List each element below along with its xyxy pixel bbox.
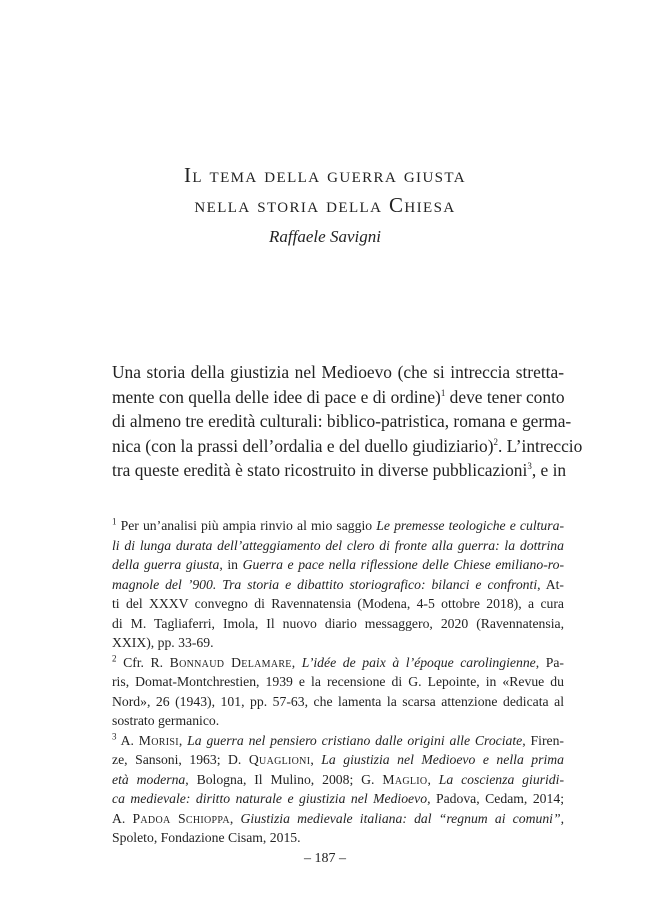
footnote-line: ca medievale: diritto naturale e giustizia nel Medioevo, Padova, Cedam, 2014; <box>112 791 564 806</box>
footnote-line: ris, Domat-Montchrestien, 1939 e la recensione di G. Lepointe, in «Revue du <box>112 674 564 689</box>
article-title-line-1: Il tema della guerra giusta <box>183 163 467 187</box>
body-line: mente con quella delle idee di pace e di ordine)$^1$ deve tener conto <box>112 386 565 407</box>
footnote-line: XXIX), pp. 33-69. <box>112 635 214 650</box>
article-header <box>0 160 650 250</box>
footnotes <box>112 516 564 848</box>
footnote-number: 2 <box>112 652 117 663</box>
footnote-line: ze, Sansoni, 1963; D. Quaglioni, La giustizia nel Medioevo e nella prima <box>112 752 565 767</box>
body-line: nica (con la prassi dell’ordalia e del duello giudiziario)$^2$. L’intreccio <box>112 435 583 456</box>
article-author: Raffaele Savigni <box>269 227 381 246</box>
footnote-line: magnole del ’900. Tra storia e dibattito storiografico: bilanci e confronti, At- <box>112 576 564 592</box>
footnote-line: sostrato germanico. <box>112 713 220 728</box>
footnote-number: 1 <box>112 516 117 527</box>
footnote-3: $^3$ A. Morisi, La guerra nel pensiero cristiano dalle origini alle Crociate, Firen- <box>112 730 564 748</box>
footnote-line: della guerra giusta, in Guerra e pace nella riflessione delle Chiese emiliano-ro- <box>112 557 564 572</box>
body-line: Una storia della giustizia nel Medioevo (che si intreccia stretta- <box>112 362 564 382</box>
body-paragraph <box>112 360 583 483</box>
footnote-line: età moderna, Bologna, Il Mulino, 2008; G. Maglio, La coscienza giuridi- <box>112 771 565 787</box>
footnote-line: di M. Tagliaferri, Imola, Il nuovo diario messaggero, 2020 (Ravennatensia, <box>112 615 564 631</box>
footnote-line: A. Padoa Schioppa, Giustizia medievale italiana: dal “regnum ai comuni”, <box>112 810 565 826</box>
footnote-ref-2[interactable]: 2 <box>493 436 498 447</box>
footnote-2: $^2$ Cfr. R. Bonnaud Delamare, L’idée de paix à l’époque carolingienne, Pa- <box>112 652 564 670</box>
page-number: – 187 – <box>304 851 346 866</box>
footnote-ref-1[interactable]: 1 <box>440 387 446 398</box>
footnote-line: Nord», 26 (1943), 101, pp. 57-63, che lamenta la scarsa attenzione dedicata al <box>112 693 564 709</box>
footnote-number: 3 <box>112 730 117 741</box>
footnote-1: $^1$ Per un’analisi più ampia rinvio al mio saggio Le premesse teologiche e cultura- <box>112 516 565 533</box>
body-line: tra queste eredità è stato ricostruito in diverse pubblicazioni$^3$, e in <box>112 460 567 481</box>
footnote-line: Spoleto, Fondazione Cisam, 2015. <box>112 830 301 845</box>
body-line: di almeno tre eredità culturali: biblico-patristica, romana e germa- <box>112 411 572 432</box>
footnote-line: ti del XXXV convegno di Ravennatensia (Modena, 4-5 ottobre 2018), a cura <box>112 596 564 611</box>
article-title-line-2: nella storia della Chiesa <box>194 193 456 217</box>
footnote-line: li di lunga durata dell’atteggiamento del clero di fronte alla guerra: la dottrina <box>112 537 564 553</box>
footnote-ref-3[interactable]: 3 <box>527 461 532 472</box>
